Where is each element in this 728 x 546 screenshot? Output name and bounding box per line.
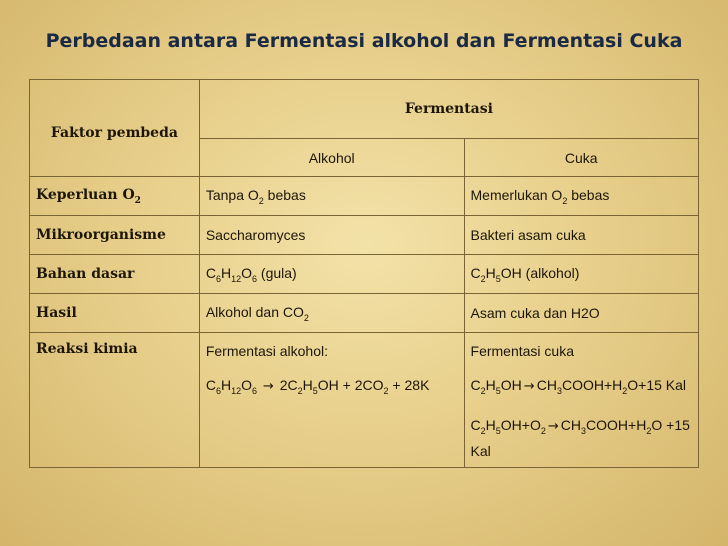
table-row	[30, 177, 699, 216]
reaksi-cuka-title: Fermentasi cuka	[470, 343, 574, 359]
row-label-bahan-dasar: Bahan dasar	[30, 255, 200, 294]
cell-hasil-alkohol: Alkohol dan $CO_2$	[199, 294, 464, 333]
header-fermentasi: Fermentasi	[199, 80, 698, 139]
comparison-table	[29, 79, 699, 468]
reaksi-alkohol-equation: $C_6H_{12}O_6 \to 2C_2H_5OH + 2CO_2 + 28K$	[205, 377, 430, 396]
reaksi-cuka-equation-1: $C_2H_5OH$ → $CH_3COOH+H_2O+15$ Kal	[470, 377, 687, 396]
reaksi-cuka-equation-2: $C_2H_5OH+O_2$ → $CH_3COOH+H_2O +15$ Kal	[470, 416, 690, 459]
arrow-right-icon: →	[523, 379, 535, 394]
cell-keperluan-cuka: Memerlukan $O_2$ bebas	[464, 177, 698, 216]
header-faktor-pembeda: Faktor pembeda	[30, 80, 200, 177]
cell-mikro-alkohol: Saccharomyces	[199, 216, 464, 255]
table-row	[30, 294, 699, 333]
reaksi-alkohol-title: Fermentasi alkohol:	[205, 343, 329, 359]
cell-bahan-cuka: $C_2H_5OH$ (alkohol)	[464, 255, 698, 294]
cell-reaksi-cuka	[464, 333, 698, 468]
row-label-mikroorganisme: Mikroorganisme	[30, 216, 200, 255]
header-alkohol: Alkohol	[199, 139, 464, 177]
cell-reaksi-alkohol	[199, 333, 464, 468]
row-label-reaksi-kimia: Reaksi kimia	[30, 333, 200, 468]
table-row	[30, 333, 699, 468]
arrow-right-icon: →	[262, 379, 274, 394]
arrow-right-icon: →	[547, 418, 559, 434]
cell-mikro-cuka: Bakteri asam cuka	[464, 216, 698, 255]
cell-hasil-cuka: Asam cuka dan H2O	[464, 294, 698, 333]
cell-bahan-alkohol: $C_6H_{12}O_6$ (gula)	[199, 255, 464, 294]
row-label-hasil: Hasil	[30, 294, 200, 333]
row-label-keperluan: Keperluan $O_2$	[30, 177, 200, 216]
header-cuka: Cuka	[464, 139, 698, 177]
page-title: Perbedaan antara Fermentasi alkohol dan Fermentasi Cuka	[45, 30, 683, 52]
table-row	[30, 216, 699, 255]
cell-keperluan-alkohol: Tanpa $O_2$ bebas	[199, 177, 464, 216]
table-row	[30, 255, 699, 294]
